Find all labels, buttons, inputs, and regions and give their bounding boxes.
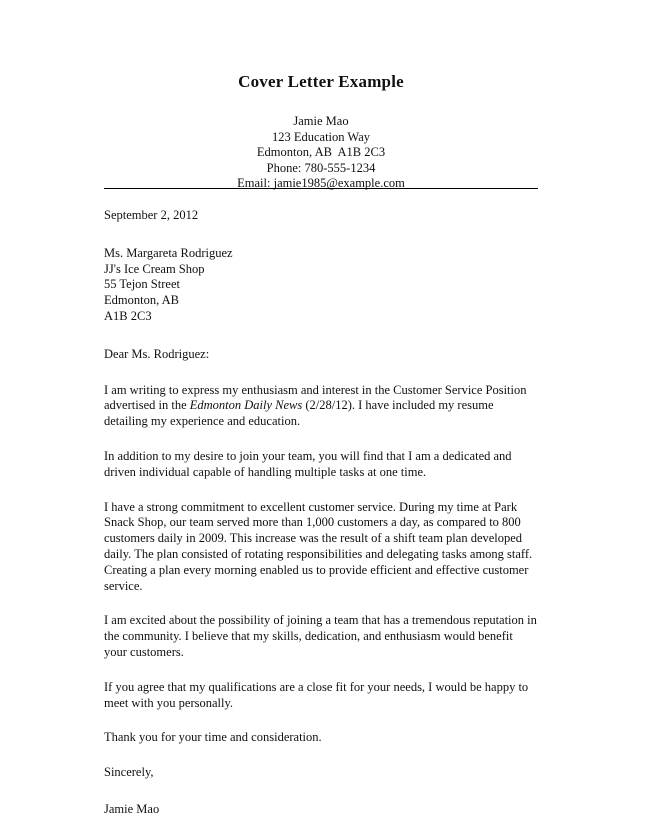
letter-date: September 2, 2012 [104,208,199,222]
recipient-address-block [104,246,538,325]
paragraph-1-lead-text: I am writing to express my enthusiasm and interest in the Customer Service Position advertised in the [104,382,527,413]
body-paragraph-6: Thank you for your time and consideration. [104,730,322,745]
body-paragraph-1 [104,383,538,430]
recipient-name: Ms. Margareta Rodriguez [104,245,233,260]
recipient-company: JJ's Ice Cream Shop [104,261,205,276]
salutation: Dear Ms. Rodriguez: [104,346,210,361]
sender-address-block [104,92,538,192]
recipient-street: 55 Tejon Street [104,277,180,292]
sender-street: 123 Education Way [271,129,371,144]
recipient-postal-code: A1B 2C3 [104,308,152,323]
sender-city-postal: Edmonton, AB A1B 2C3 [256,145,386,160]
body-paragraph-2: In addition to my desire to join your team, you will find that I am a dedicated and driven individual capable of handling multiple tasks at one time. [104,448,512,479]
header-divider [104,188,538,189]
page-title: Cover Letter Example [238,72,404,91]
body-paragraph-4: I am excited about the possibility of joining a team that has a tremendous reputation in the community. I believe that my skills, dedication, and enthusiasm would benefit your customers. [104,613,537,659]
closing-salutation: Sincerely, [104,765,154,780]
recipient-city: Edmonton, AB [104,293,180,308]
sender-name: Jamie Mao [293,114,349,128]
body-paragraph-3: I have a strong commitment to excellent customer service. During my time at Park Snack Shop, our team served more than 1,000 customers a day, as compared to 800 customers daily in 2009. This increase was the result of a shift team plan developed daily. The plan consisted of rotating responsibilities and delegating tasks among staff. Creating a plan every morning enabled us to provide efficient and effective customer service. [104,499,533,593]
cover-letter [104,0,538,816]
signature-name: Jamie Mao [104,801,160,816]
sender-email: Email: jamie1985@example.com [237,176,405,191]
sender-phone: Phone: 780-555-1234 [266,160,376,175]
publication-name: Edmonton Daily News [189,398,303,413]
letter-body [104,208,538,818]
paragraph-1-trailing-text: (2/28/12). I have included my resume detailing my experience and education. [104,398,494,429]
body-paragraph-5: If you agree that my qualifications are a close fit for your needs, I would be happy to meet with you personally. [104,679,529,710]
